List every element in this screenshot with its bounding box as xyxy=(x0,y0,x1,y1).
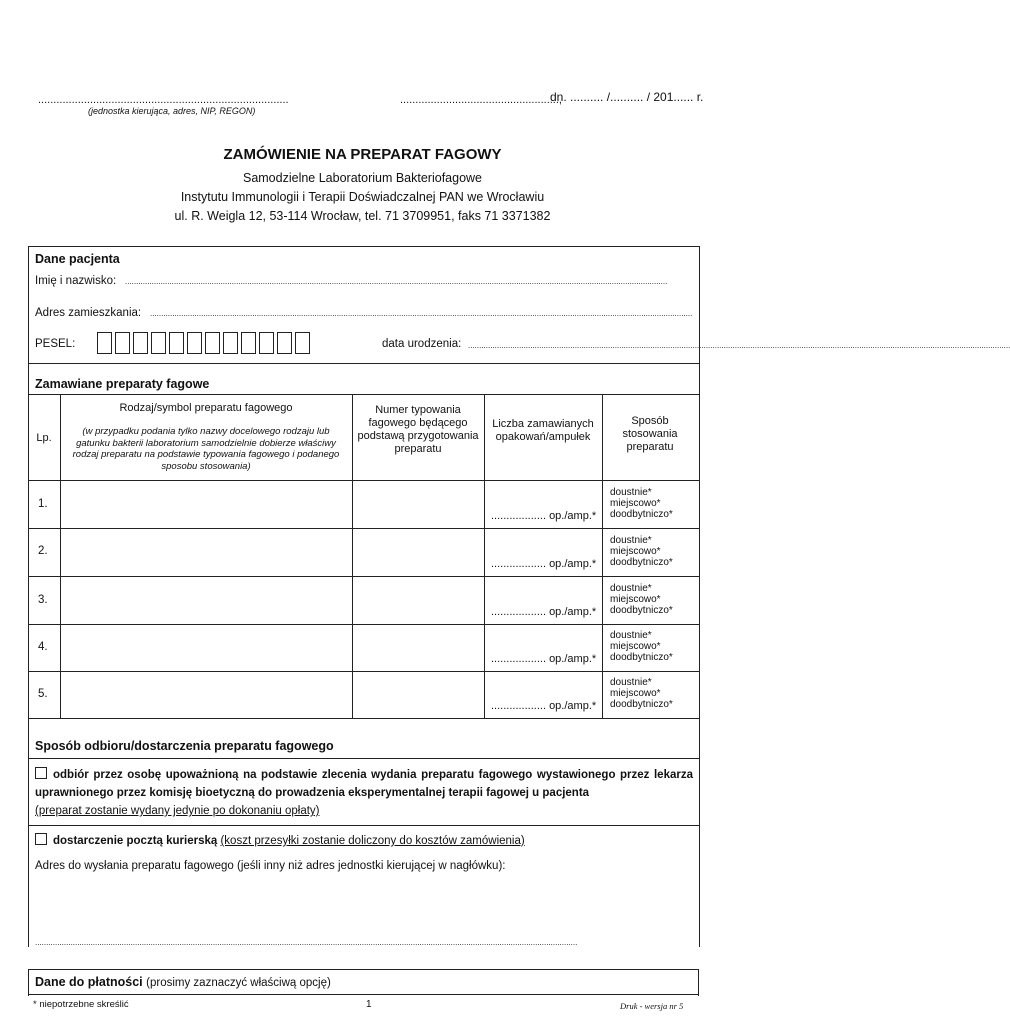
row-method-oral[interactable]: doustnie* xyxy=(610,630,652,641)
delivery-option-1-note: (preparat zostanie wydany jedynie po dokonaniu opłaty) xyxy=(35,805,320,817)
row-method-local[interactable]: miejscowo* xyxy=(610,594,661,605)
delivery-option-1[interactable] xyxy=(35,766,693,820)
shipping-address-input[interactable]: .................................................................................................................................................................................................................................................... xyxy=(35,938,578,947)
pesel-boxes[interactable] xyxy=(97,332,310,354)
pesel-digit-box[interactable] xyxy=(223,332,238,354)
patient-heading: Dane pacjenta xyxy=(35,252,120,266)
col-type-header: Rodzaj/symbol preparatu fagowego xyxy=(119,402,293,414)
table-col-line xyxy=(602,394,603,718)
payment-note: (prosimy zaznaczyć właściwą opcję) xyxy=(146,977,331,989)
row-quantity[interactable]: .................. op./amp.* xyxy=(491,606,597,618)
name-label: Imię i nazwisko: xyxy=(35,275,117,287)
order-heading: Zamawiane preparaty fagowe xyxy=(35,377,210,391)
payment-heading-row xyxy=(35,975,331,989)
pesel-label: PESEL: xyxy=(35,338,76,350)
delivery-option-2[interactable] xyxy=(35,832,693,850)
address-label: Adres zamieszkania: xyxy=(35,307,142,319)
table-row-line xyxy=(28,576,699,577)
row-method-rectal[interactable]: doodbytniczo* xyxy=(610,652,673,663)
pesel-digit-box[interactable] xyxy=(259,332,274,354)
row-quantity[interactable]: .................. op./amp.* xyxy=(491,558,597,570)
pesel-digit-box[interactable] xyxy=(115,332,130,354)
address-input[interactable]: .................................................................................................................................................................................................................................................... xyxy=(150,309,693,318)
pesel-digit-box[interactable] xyxy=(277,332,292,354)
row-quantity[interactable]: .................. op./amp.* xyxy=(491,510,597,522)
table-row-line xyxy=(28,718,699,719)
row-method-local[interactable]: miejscowo* xyxy=(610,546,661,557)
row-method-rectal[interactable]: doodbytniczo* xyxy=(610,605,673,616)
row-method-oral[interactable]: doustnie* xyxy=(610,583,652,594)
name-input[interactable]: .................................................................................................................................................................................................................................................... xyxy=(125,277,668,286)
divider xyxy=(28,363,699,364)
row-number: 1. xyxy=(38,498,48,510)
pesel-digit-box[interactable] xyxy=(133,332,148,354)
col-lp-header: Lp. xyxy=(36,432,52,444)
delivery-option-2-note: (koszt przesyłki zostanie doliczony do kosztów zamówienia) xyxy=(220,835,525,847)
row-method-rectal[interactable]: doodbytniczo* xyxy=(610,557,673,568)
checkbox-icon[interactable] xyxy=(35,833,47,845)
row-number: 5. xyxy=(38,688,48,700)
pesel-digit-box[interactable] xyxy=(205,332,220,354)
row-method-oral[interactable]: doustnie* xyxy=(610,535,652,546)
row-method-oral[interactable]: doustnie* xyxy=(610,677,652,688)
pesel-digit-box[interactable] xyxy=(241,332,256,354)
pesel-digit-box[interactable] xyxy=(151,332,166,354)
page-title: ZAMÓWIENIE NA PREPARAT FAGOWY xyxy=(223,146,502,163)
table-col-line xyxy=(352,394,353,718)
institution-line-3: ul. R. Weigla 12, 53-114 Wrocław, tel. 71 3709951, faks 71 3371382 xyxy=(174,209,551,223)
pesel-digit-box[interactable] xyxy=(187,332,202,354)
footer-line xyxy=(28,994,699,995)
row-number: 3. xyxy=(38,594,48,606)
table-row-line xyxy=(28,528,699,529)
birth-label: data urodzenia: xyxy=(382,338,462,350)
table-col-line xyxy=(60,394,61,718)
checkbox-icon[interactable] xyxy=(35,767,47,779)
table-row-line xyxy=(28,624,699,625)
row-method-local[interactable]: miejscowo* xyxy=(610,498,661,509)
divider xyxy=(28,394,699,395)
col-count-header: Liczba zamawianych opakowań/ampułek xyxy=(492,418,594,443)
delivery-heading: Sposób odbioru/dostarczenia preparatu fagowego xyxy=(35,739,334,753)
divider xyxy=(28,825,699,826)
row-quantity[interactable]: .................. op./amp.* xyxy=(491,700,597,712)
row-number: 2. xyxy=(38,545,48,557)
row-method-local[interactable]: miejscowo* xyxy=(610,688,661,699)
unit-caption: (jednostka kierująca, adres, NIP, REGON) xyxy=(88,106,256,116)
col-method-header: Sposób stosowania preparatu xyxy=(622,415,678,453)
col-number-header: Numer typowania fagowego będącego podstawą przygotowania preparatu xyxy=(357,404,479,455)
payment-heading: Dane do płatności xyxy=(35,975,143,989)
form-version: Druk - wersja nr 5 xyxy=(620,1001,684,1011)
institution-line-2: Instytutu Immunologii i Terapii Doświadczalnej PAN we Wrocławiu xyxy=(180,190,545,204)
unit-dots: .................................................................................. xyxy=(38,94,289,106)
shipping-address-label: Adres do wysłania preparatu fagowego (jeśli inny niż adres jednostki kierującej w nagłówku): xyxy=(35,860,506,872)
institution-line-1: Samodzielne Laboratorium Bakteriofagowe xyxy=(242,171,483,185)
col-type-note: (w przypadku podania tylko nazwy docelowego rodzaju lub gatunku bakterii laboratorium samodzielnie dobierze właściwy rodzaj preparatu na podstawie typowania fagowego i podanego sposobu stosowania) xyxy=(72,426,340,472)
pesel-digit-box[interactable] xyxy=(97,332,112,354)
row-number: 4. xyxy=(38,641,48,653)
row-method-local[interactable]: miejscowo* xyxy=(610,641,661,652)
pesel-digit-box[interactable] xyxy=(169,332,184,354)
pesel-digit-box[interactable] xyxy=(295,332,310,354)
date-field: dn. .......... /.......... / 201...... r. xyxy=(550,90,704,104)
row-method-rectal[interactable]: doodbytniczo* xyxy=(610,699,673,710)
delivery-option-2-label: dostarczenie pocztą kurierską xyxy=(53,835,218,847)
row-method-oral[interactable]: doustnie* xyxy=(610,487,652,498)
row-quantity[interactable]: .................. op./amp.* xyxy=(491,653,597,665)
table-col-line xyxy=(484,394,485,718)
table-row-line xyxy=(28,480,699,481)
page-number: 1 xyxy=(366,999,372,1010)
divider xyxy=(28,758,699,759)
birth-input[interactable]: .................................................................................................................................................................................................................................................... xyxy=(468,341,1010,350)
table-row-line xyxy=(28,671,699,672)
footnote: * niepotrzebne skreślić xyxy=(33,999,129,1010)
delivery-option-1-label: odbiór przez osobę upoważnioną na podstawie zlecenia wydania preparatu fagowego wystawionego przez lekarza uprawnionego przez komisję bioetyczną do prowadzenia eksperymentalnej terapii fagowej u pacjenta xyxy=(35,769,693,799)
row-method-rectal[interactable]: doodbytniczo* xyxy=(610,509,673,520)
place-dots: ...................................................., xyxy=(400,94,562,106)
